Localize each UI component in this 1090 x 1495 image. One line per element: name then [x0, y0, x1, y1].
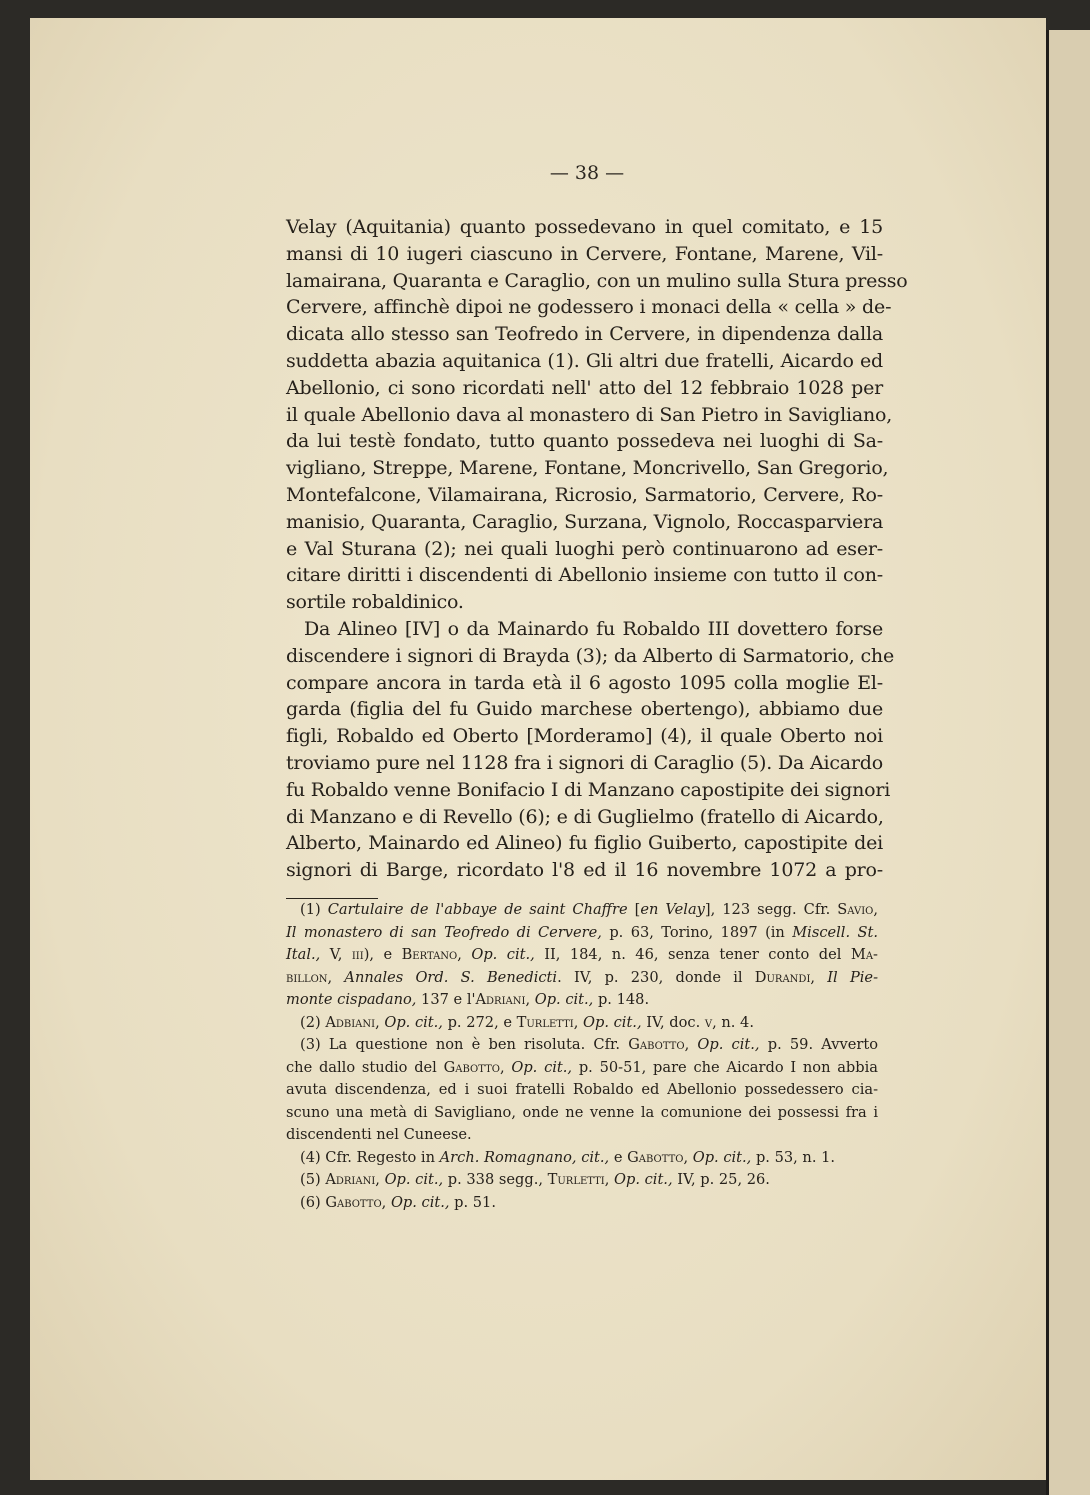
- text-line: Da Alineo [IV] o da Mainardo fu Robaldo III dovettero forse: [304, 617, 883, 640]
- footnote-segment: Cartulaire de l'abbaye de saint Chaffre: [327, 901, 635, 918]
- footnote-segment: Adriani: [475, 991, 526, 1008]
- text-line: Cervere, affinchè dipoi ne godessero i monaci della « cella » de-: [286, 296, 892, 319]
- footnote-segment: iii: [351, 946, 364, 963]
- footnote-segment: che dallo studio del: [286, 1058, 444, 1076]
- footnote-segment: ], 123 segg. Cfr.: [704, 901, 838, 918]
- footnote-line: [286, 1034, 878, 1057]
- footnote-segment: (2): [300, 1013, 326, 1031]
- footnote-segment: IV, p. 25, 26.: [672, 1171, 770, 1188]
- footnote-segment: p. 50-51, pare che Aicardo I non abbia: [572, 1058, 878, 1076]
- footnote-segment: , n. 4.: [712, 1013, 754, 1031]
- footnote-segment: Savio: [837, 901, 874, 918]
- text-line: troviamo pure nel 1128 fra i signori di Caraglio (5). Da Aicardo: [286, 751, 883, 774]
- footnote-segment: p. 338 segg.,: [443, 1171, 548, 1188]
- footnote-segment: ,: [604, 1171, 615, 1188]
- text-line: Velay (Aquitania) quanto possedevano in quel comitato, e 15: [286, 216, 883, 238]
- footnote-segment: Il Pie-: [827, 968, 878, 986]
- footnote-segment: billon: [286, 968, 328, 986]
- footnote-segment: Op. cit.,: [697, 1036, 760, 1053]
- text-line: di Manzano e di Revello (6); e di Guglielmo (fratello di Aicardo,: [286, 805, 884, 828]
- footnote-line: [286, 1102, 878, 1125]
- footnote-segment: avuta discendenza, ed i suoi fratelli Robaldo ed Abellonio possedessero cia-: [286, 1081, 878, 1098]
- footnote-line: [286, 1192, 878, 1215]
- text-line: il quale Abellonio dava al monastero di San Pietro in Savigliano,: [286, 403, 893, 426]
- footnote-line: [286, 1147, 878, 1170]
- text-line: lamairana, Quaranta e Caraglio, con un mulino sulla Stura presso: [286, 269, 908, 292]
- footnote-segment: (6): [300, 1193, 326, 1211]
- footnote-segment: [: [634, 901, 641, 918]
- footnote-segment: p. 148.: [593, 991, 650, 1008]
- footnote-line: [286, 1079, 878, 1102]
- text-line: sortile robaldinico.: [286, 591, 464, 614]
- footnote-line: [286, 989, 878, 1012]
- footnote-segment: Op. cit.,: [583, 1013, 642, 1031]
- footnote-segment: Durandi: [754, 968, 811, 986]
- footnote-segment: ), e: [363, 946, 402, 963]
- footnote-segment: Op. cit.,: [390, 1193, 450, 1211]
- footnote-segment: ,: [810, 968, 828, 986]
- footnote-segment: ,: [375, 1171, 385, 1188]
- footnote-line: [286, 1169, 878, 1192]
- footnote-segment: v: [704, 1013, 713, 1031]
- footnote-segment: ,: [457, 946, 472, 963]
- footnote-line: [286, 967, 878, 990]
- footnote-segment: ,: [684, 1036, 698, 1053]
- footnote-segment: Op. cit.,: [692, 1148, 752, 1166]
- footnote-segment: p. 63, Torino, 1897 (in: [601, 923, 793, 941]
- footnote-segment: Gabotto: [325, 1193, 382, 1211]
- footnote-segment: Op. cit.,: [384, 1171, 444, 1188]
- footnote-segment: II, 184, n. 46, senza tener conto del: [534, 946, 851, 963]
- footnote-segment: ,: [873, 901, 878, 918]
- footnote-segment: p. 59. Avverto: [759, 1036, 879, 1053]
- footnote-segment: Il monastero di san Teofredo di Cervere,: [286, 923, 602, 941]
- footnote-segment: Adbiani: [325, 1013, 376, 1031]
- footnote-segment: Turletti: [516, 1013, 574, 1031]
- text-line: discendere i signori di Brayda (3); da Alberto di Sarmatorio, che: [286, 644, 894, 667]
- footnote-segment: discendenti nel Cuneese.: [286, 1126, 472, 1143]
- footnote-segment: Gabotto: [627, 1148, 684, 1166]
- footnote-segment: Miscell. St.: [792, 923, 878, 941]
- text-line: fu Robaldo venne Bonifacio I di Manzano capostipite dei signori: [286, 778, 891, 801]
- footnote-segment: Op. cit.,: [471, 946, 535, 963]
- footnote-segment: IV, doc.: [641, 1013, 705, 1031]
- footnote-segment: Ital.,: [286, 946, 321, 963]
- main-text: [286, 214, 908, 884]
- footnote-segment: Annales Ord. S. Benedicti: [344, 968, 558, 986]
- footnote-segment: Gabotto: [628, 1036, 685, 1053]
- footnote-segment: Op. cit.,: [614, 1171, 673, 1188]
- footnote-segment: Turletti: [547, 1171, 605, 1188]
- text-line: figli, Robaldo ed Oberto [Morderamo] (4), il quale Oberto noi: [286, 725, 883, 748]
- text-line: citare diritti i discendenti di Abellonio insieme con tutto il con-: [286, 564, 883, 587]
- text-line: mansi di 10 iugeri ciascuno in Cervere, Fontane, Marene, Vil-: [286, 242, 883, 265]
- text-line: compare ancora in tarda età il 6 agosto 1095 colla moglie El-: [286, 671, 883, 694]
- footnote-segment: ,: [683, 1148, 693, 1166]
- footnote-segment: Gabotto: [443, 1058, 500, 1076]
- footnote-segment: scuno una metà di Savigliano, onde ne venne la comunione dei possessi fra i: [286, 1103, 878, 1121]
- footnote-line: [286, 922, 878, 945]
- footnote-segment: (1): [300, 901, 328, 918]
- text-line: Alberto, Mainardo ed Alineo) fu figlio Guiberto, capostipite dei: [286, 832, 883, 855]
- footnotes: [286, 899, 878, 1214]
- footnote-segment: p. 272, e: [442, 1013, 517, 1031]
- footnote-segment: (3) La questione non è ben risoluta. Cfr.: [300, 1036, 629, 1053]
- text-line: vigliano, Streppe, Marene, Fontane, Moncrivello, San Gregorio,: [286, 457, 889, 480]
- footnote-line: [286, 1124, 878, 1147]
- footnote-segment: p. 53, n. 1.: [751, 1148, 836, 1166]
- footnote-segment: Bertano: [401, 946, 458, 963]
- footnote-segment: ,: [375, 1013, 385, 1031]
- footnote-segment: Op. cit.,: [534, 991, 594, 1008]
- footnote-segment: p. 51.: [449, 1193, 496, 1211]
- footnote-line: [286, 899, 878, 922]
- footnote-segment: Op. cit.,: [511, 1058, 573, 1076]
- footnote-segment: Ma-: [850, 946, 878, 963]
- footnote-segment: ,: [327, 968, 345, 986]
- footnote-segment: monte cispadano,: [286, 991, 417, 1008]
- facing-page-edge: [1046, 30, 1090, 1495]
- footnote-segment: ,: [573, 1013, 584, 1031]
- footnote-segment: Adriani: [325, 1171, 376, 1188]
- footnote-segment: Op. cit.,: [384, 1013, 443, 1031]
- footnote-segment: 137 e l': [416, 991, 476, 1008]
- text-line: dicata allo stesso san Teofredo in Cervere, in dipendenza dalla: [286, 323, 883, 346]
- text-line: da lui testè fondato, tutto quanto possedeva nei luoghi di Sa-: [286, 430, 883, 453]
- footnote-segment: ,: [381, 1193, 391, 1211]
- text-line: suddetta abazia aquitanica (1). Gli altri due fratelli, Aicardo ed: [286, 349, 883, 372]
- footnote-segment: ,: [499, 1058, 512, 1076]
- footnote-segment: V,: [320, 946, 352, 963]
- footnote-segment: en Velay: [640, 901, 705, 918]
- footnote-segment: ,: [525, 991, 535, 1008]
- footnote-segment: (5): [300, 1171, 326, 1188]
- footnote-line: [286, 1012, 878, 1035]
- footnote-line: [286, 944, 878, 967]
- text-line: Montefalcone, Vilamairana, Ricrosio, Sarmatorio, Cervere, Ro-: [286, 483, 883, 506]
- footnote-segment: Arch. Romagnano, cit.,: [439, 1148, 610, 1166]
- text-line: garda (figlia del fu Guido marchese obertengo), abbiamo due: [286, 698, 883, 721]
- text-line: manisio, Quaranta, Caraglio, Surzana, Vignolo, Roccasparviera: [286, 510, 884, 533]
- text-line: signori di Barge, ricordato l'8 ed il 16 novembre 1072 a pro-: [286, 859, 883, 882]
- footnote-segment: . IV, p. 230, donde il: [557, 968, 755, 986]
- footnote-segment: e: [609, 1148, 628, 1166]
- page-number: — 38 —: [549, 162, 625, 184]
- text-line: e Val Sturana (2); nei quali luoghi però continuarono ad eser-: [286, 537, 883, 560]
- footnote-line: [286, 1057, 878, 1080]
- text-line: Abellonio, ci sono ricordati nell' atto del 12 febbraio 1028 per: [286, 376, 883, 399]
- footnote-segment: (4) Cfr. Regesto in: [300, 1148, 440, 1166]
